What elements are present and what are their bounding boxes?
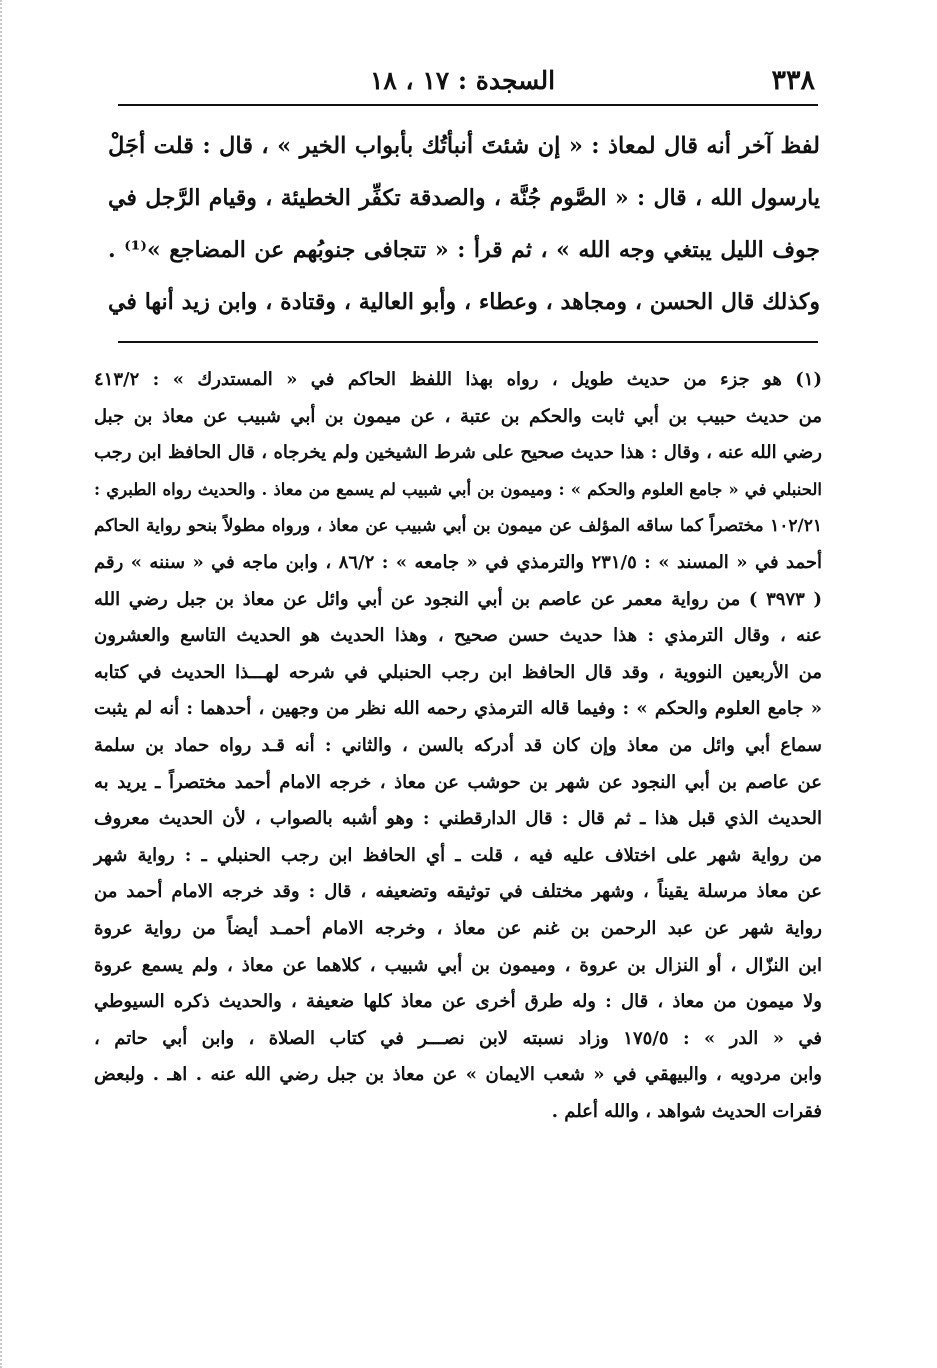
main-text [108, 120, 820, 328]
main-text-line: جوف الليل يبتغي وجه الله » ، ثم قرأ : « تتجافى جنوبُهم عن المضاجع »⁽¹⁾ . [108, 237, 821, 263]
footnote-line: من الأربعين النووية ، وقد قال الحافظ ابن رجب الحنبلي في شرحه لهـــذا الحديث في كتابه [94, 661, 822, 683]
footnote-line: الحنبلي في « جامع العلوم والحكم » : وميمون بن أبي شبيب لم يسمع من معاذ . والحديث رواه الطبري : [94, 479, 822, 499]
footnote-line: وابن مردويه ، والبيهقي في « شعب الايمان » عن معاذ بن جبل رضي الله عنه . اهـ . ولبعض [94, 1064, 822, 1086]
footnote-line: (١) هو جزء من حديث طويل ، رواه بهذا اللفظ الحاكم في « المستدرك » : ٤١٣/٢ [94, 369, 822, 390]
footnote-line: ولا ميمون من معاذ ، قال : وله طرق أخرى عن معاذ كلها ضعيفة ، والحديث ذكره السيوطي [94, 991, 822, 1013]
running-title: السجدة : ١٧ ، ١٨ [369, 66, 556, 95]
header-rule [118, 104, 818, 106]
footnote-line: « جامع العلوم والحكم » : وفيما قاله الترمذي رحمه الله نظر من وجهين ، أحدهما : أنه لم يثبت [94, 698, 822, 720]
footnote-line: أحمد في « المسند » : ٢٣١/٥ والترمذي في « جامعه » : ٨٦/٢ ، وابن ماجه في « سننه » رقم [94, 551, 822, 573]
footnote-line: ١٠٢/٢١ مختصراً كما ساقه المؤلف عن ميمون بن أبي شبيب عن معاذ ، ورواه مطولاً بنحو رواية الحاكم [94, 516, 822, 537]
footnote-line: الحديث الذي قبل هذا ـ ثم قال : قال الدارقطني : وهو أشبه بالصواب ، لأن الحديث معروف [94, 808, 822, 830]
footnote-line: في « الدر » : ١٧٥/٥ وزاد نسبته لابن نصـــر في كتاب الصلاة ، وابن أبي حاتم ، [94, 1027, 822, 1049]
footnote-line: عن عاصم بن أبي النجود عن شهر بن حوشب عن معاذ ، خرجه الامام أحمد مختصراً ـ يريد به [94, 771, 823, 793]
page-number: ٣٣٨ [771, 65, 815, 96]
footnote-line: ( ٣٩٧٣ ) من رواية معمر عن عاصم بن أبي النجود عن أبي وائل عن معاذ بن جبل رضي الله [94, 588, 822, 610]
main-text-line: لفظ آخر أنه قال لمعاذ : « إن شئتَ أنبأتُك بأبواب الخير » ، قال : قلت أجَلْ [108, 133, 820, 159]
footnote-line: رضي الله عنه ، وقال : هذا حديث صحيح على شرط الشيخين ولم يخرجاه ، قال الحافظ ابن رجب [94, 442, 822, 464]
footnote-line: عن معاذ مرسلة يقيناً ، وشهر مختلف في توثيقه وتضعيفه ، قال : وقد خرجه الامام أحمد من [94, 881, 822, 903]
footnote-line: سماع أبي وائل من معاذ وإن كان قد أدركه بالسن ، والثاني : أنه قـد رواه حماد بن سلمة [94, 734, 823, 756]
page-header [110, 62, 815, 102]
footnote-line: رواية شهر عن عبد الرحمن بن غنم عن معاذ ، وخرجه الامام أحمـد أيضاً من رواية عروة [94, 917, 822, 939]
scan-margin-dots [0, 0, 16, 1368]
footnote-line: عنه ، وقال الترمذي : هذا حديث حسن صحيح ، وهذا الحديث هو الحديث التاسع والعشرون [94, 625, 822, 647]
footnote-line: فقرات الحديث شواهد ، والله أعلم . [551, 1100, 822, 1122]
footnote-line: ابن النزّال ، أو النزال بن عروة ، وميمون بن أبي شبيب ، كلاهما عن معاذ ، ولم يسمع عروة [94, 954, 822, 976]
main-text-line: يارسول الله ، قال : « الصَّوم جُنَّة ، والصدقة تكفِّر الخطيئة ، وقيام الرَّجل في [108, 185, 820, 211]
footnote-line: من رواية شهر على اختلاف عليه فيه ، قلت ـ أي الحافظ ابن رجب الحنبلي ـ : رواية شهر [94, 844, 822, 866]
main-text-line: وكذلك قال الحسن ، ومجاهد ، وعطاء ، وأبو العالية ، وقتادة ، وابن زيد أنها في [108, 289, 820, 315]
footnote-line: من حديث حبيب بن أبي ثابت والحكم بن عتبة ، عن ميمون بن أبي شبيب عن معاذ بن جبل [94, 405, 822, 427]
footnote-rule [118, 341, 818, 343]
footnotes [94, 362, 822, 1130]
